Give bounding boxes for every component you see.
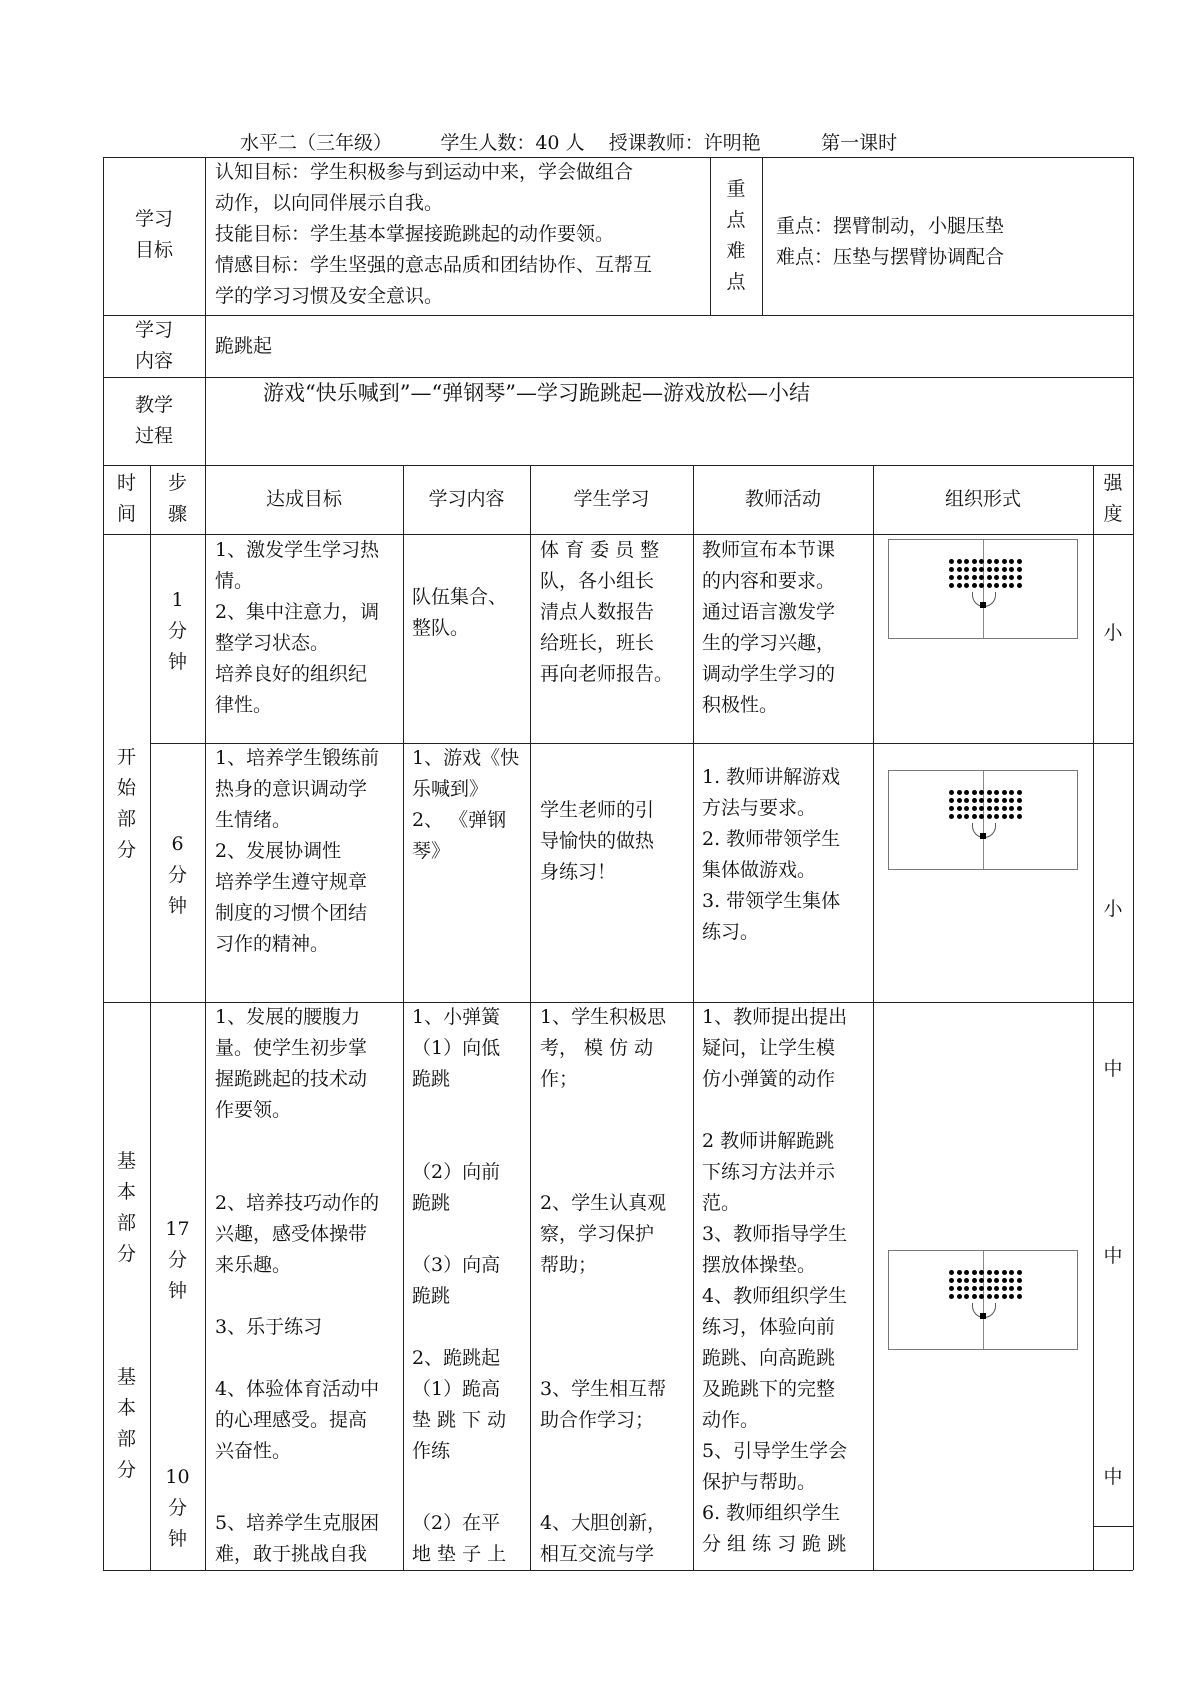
content-value: 跪跳起 — [215, 335, 273, 357]
student-dot — [964, 1294, 969, 1299]
student-dot — [994, 814, 999, 819]
row3-student-3: 3、学生相互帮 助合作学习； — [540, 1378, 667, 1431]
teacher-marker — [980, 602, 986, 608]
student-dot — [994, 1278, 999, 1283]
student-dot — [949, 567, 954, 572]
student-dot — [1017, 1294, 1022, 1299]
row1-intensity: 小 — [1103, 622, 1123, 644]
student-dot — [994, 575, 999, 580]
student-dot — [1009, 1286, 1014, 1291]
row3-content-3: （3）向高 跪跳 — [412, 1254, 501, 1307]
student-dot — [1017, 583, 1022, 588]
student-dot — [957, 583, 962, 588]
students-dots — [949, 559, 1023, 588]
process-label: 教学 过程 — [134, 394, 173, 447]
student-dot — [994, 583, 999, 588]
student-dot — [987, 806, 992, 811]
student-dot — [957, 790, 962, 795]
key-difficulty-text — [776, 211, 1004, 273]
student-dot — [949, 575, 954, 580]
student-dot — [957, 1270, 962, 1275]
student-dot — [987, 583, 992, 588]
student-dot — [972, 1294, 977, 1299]
student-dot — [972, 575, 977, 580]
student-dot — [1009, 806, 1014, 811]
header-level: 水平二（三年级） — [240, 132, 393, 154]
row3-step-a: 17 分 钟 — [165, 1218, 190, 1302]
student-dot — [957, 1278, 962, 1283]
col-student: 学生学习 — [573, 488, 650, 510]
row3-goal-5: 5、培养学生克服困 难，敢于挑战自我 — [215, 1512, 380, 1565]
row3-content-4: 2、跪跳起 （1）跪高 垫 跳 下 动 作练 — [412, 1347, 507, 1462]
student-dot — [1009, 814, 1014, 819]
student-dot — [972, 814, 977, 819]
student-dot — [979, 1286, 984, 1291]
student-dot — [972, 798, 977, 803]
student-dot — [987, 814, 992, 819]
student-dot — [972, 559, 977, 564]
student-dot — [979, 1278, 984, 1283]
student-dot — [964, 1278, 969, 1283]
student-dot — [1009, 1294, 1014, 1299]
header-students: 学生人数：40 人 — [440, 132, 585, 154]
student-dot — [964, 559, 969, 564]
student-dot — [972, 583, 977, 588]
row2-student: 学生老师的引 导愉快的做热 身练习！ — [540, 799, 655, 883]
student-dot — [964, 790, 969, 795]
col-time: 时 间 — [116, 472, 136, 525]
student-dot — [987, 1278, 992, 1283]
student-dot — [949, 559, 954, 564]
student-dot — [972, 806, 977, 811]
col-goal: 达成目标 — [265, 488, 342, 510]
objectives-label: 学习 目标 — [134, 208, 173, 261]
row2-content: 1、游戏《快 乐喊到》 2、 《弹钢 琴》 — [412, 747, 520, 862]
student-dot — [949, 798, 954, 803]
lesson-header — [240, 128, 897, 155]
student-dot — [964, 567, 969, 572]
row2-goal: 1、培养学生锻练前 热身的意识调动学 生情绪。 2、发展协调性 培养学生遵守规章 制度的习惯个团结 习作的精神。 — [215, 747, 380, 955]
row1-step: 1 分 钟 — [167, 589, 187, 673]
student-dot — [1002, 814, 1007, 819]
student-dot — [1017, 559, 1022, 564]
row3-goal-1: 1、发展的腰腹力 量。使学生初步掌 握跪跳起的技术动 作要领。 — [215, 1006, 368, 1121]
row1-content: 队伍集合、 整队。 — [412, 586, 508, 639]
row3-goal-2: 2、培养技巧动作的 兴趣，感受体操带 来乐趣。 — [215, 1192, 380, 1276]
teacher-marker — [980, 833, 986, 839]
student-dot — [979, 790, 984, 795]
student-dot — [1009, 790, 1014, 795]
student-dot — [979, 798, 984, 803]
student-dot — [979, 806, 984, 811]
student-dot — [964, 1286, 969, 1291]
row3-goal-3: 3、乐于练习 — [215, 1316, 323, 1338]
section-basic-b: 基 本 部 分 — [116, 1366, 136, 1481]
student-dot — [1017, 806, 1022, 811]
difficulty: 难点：压垫与摆臂协调配合 — [776, 246, 1005, 268]
student-dot — [949, 583, 954, 588]
student-dot — [994, 790, 999, 795]
student-dot — [1017, 790, 1022, 795]
student-dot — [1002, 559, 1007, 564]
student-dot — [994, 1286, 999, 1291]
student-dot — [972, 1270, 977, 1275]
row1-teacher: 教师宣布本节课 的内容和要求。 通过语言激发学 生的学习兴趣， 调动学生学习的 积极性。 — [702, 539, 836, 716]
col-teacher: 教师活动 — [744, 488, 821, 510]
student-dot — [1017, 567, 1022, 572]
student-dot — [972, 567, 977, 572]
student-dot — [1017, 575, 1022, 580]
objectives-text: 认知目标：学生积极参与到运动中来，学会做组合 动作，以向同伴展示自我。 技能目标：学生基本掌握接跪跳起的动作要领。 情感目标：学生坚强的意志品质和团结协作、互帮互 学的学习习惯及安全意识。 — [215, 161, 653, 307]
student-dot — [1002, 575, 1007, 580]
student-dot — [1002, 1294, 1007, 1299]
student-dot — [957, 798, 962, 803]
student-dot — [949, 806, 954, 811]
student-dot — [949, 1270, 954, 1275]
col-intensity: 强 度 — [1103, 472, 1123, 525]
formation-diagram — [888, 770, 1078, 870]
row1-student: 体 育 委 员 整 队，各小组长 清点人数报告 给班长，班长 再向老师报告。 — [540, 539, 674, 685]
student-dot — [987, 1270, 992, 1275]
student-dot — [964, 1270, 969, 1275]
student-dot — [987, 567, 992, 572]
row2-teacher: 1. 教师讲解游戏 方法与要求。 2. 教师带领学生 集体做游戏。 3. 带领学生集体 练习。 — [702, 766, 841, 943]
student-dot — [987, 790, 992, 795]
student-dot — [994, 567, 999, 572]
student-dot — [957, 1294, 962, 1299]
student-dot — [1002, 806, 1007, 811]
row3-teacher-1: 1、教师提出提出 疑问，让学生模 仿小弹簧的动作 — [702, 1006, 848, 1090]
student-dot — [1009, 1270, 1014, 1275]
student-dot — [1002, 583, 1007, 588]
student-dot — [949, 1286, 954, 1291]
student-dot — [1009, 1278, 1014, 1283]
student-dot — [987, 1294, 992, 1299]
student-dot — [979, 1270, 984, 1275]
student-dot — [979, 583, 984, 588]
student-dot — [964, 806, 969, 811]
row3-student-4: 4、大胆创新， 相互交流与学 — [540, 1512, 667, 1565]
header-teacher: 授课教师：许明艳 — [608, 132, 761, 154]
process-value: 游戏“快乐喊到”—“弹钢琴”—学习跪跳起—游戏放松—小结 — [263, 381, 810, 405]
student-dot — [1017, 1270, 1022, 1275]
student-dot — [964, 583, 969, 588]
student-dot — [979, 1294, 984, 1299]
col-content: 学习内容 — [428, 488, 505, 510]
student-dot — [994, 806, 999, 811]
student-dot — [1009, 575, 1014, 580]
student-dot — [1017, 1286, 1022, 1291]
row3-intensity-1: 中 — [1103, 1058, 1123, 1080]
row3-teacher-2: 2 教师讲解跪跳 下练习方法并示 范。 3、教师指导学生 摆放体操垫。 4、教师组织学生 练习，体验向前 跪跳、向高跪跳 及跪跳下的完整 动作。 5、引导学生学会 保护与帮助。 6. 教师组织学生 分 组 练 习 跪 跳 — [702, 1130, 848, 1555]
row3-intensity-2: 中 — [1103, 1245, 1123, 1267]
key-point: 重点：摆臂制动，小腿压垫 — [776, 215, 1005, 237]
row3-content-2: （2）向前 跪跳 — [412, 1161, 501, 1214]
student-dot — [1002, 1270, 1007, 1275]
row3-step-b: 10 分 钟 — [165, 1466, 190, 1550]
key-difficulty-label: 重 点 难 点 — [726, 178, 746, 293]
student-dot — [957, 814, 962, 819]
student-dot — [979, 575, 984, 580]
col-org: 组织形式 — [944, 488, 1021, 510]
student-dot — [964, 814, 969, 819]
row2-intensity: 小 — [1103, 898, 1123, 920]
student-dot — [994, 1294, 999, 1299]
student-dot — [949, 790, 954, 795]
row1-goal: 1、激发学生学习热 情。 2、集中注意力，调 整学习状态。 培养良好的组织纪 律性。 — [215, 539, 380, 716]
student-dot — [949, 814, 954, 819]
content-label: 学习 内容 — [134, 319, 173, 372]
student-dot — [979, 567, 984, 572]
student-dot — [987, 575, 992, 580]
row3-content-1: 1、小弹簧 （1）向低 跪跳 — [412, 1006, 501, 1090]
student-dot — [964, 798, 969, 803]
student-dot — [957, 1286, 962, 1291]
student-dot — [987, 559, 992, 564]
student-dot — [949, 1294, 954, 1299]
student-dot — [987, 798, 992, 803]
section-basic-a: 基 本 部 分 — [116, 1150, 136, 1265]
student-dot — [1002, 790, 1007, 795]
student-dot — [979, 559, 984, 564]
student-dot — [957, 575, 962, 580]
student-dot — [957, 806, 962, 811]
student-dot — [1002, 567, 1007, 572]
student-dot — [994, 798, 999, 803]
student-dot — [972, 790, 977, 795]
student-dot — [987, 1286, 992, 1291]
row3-goal-4: 4、体验体育活动中 的心理感受。提高 兴奋性。 — [215, 1378, 380, 1462]
col-step: 步 骤 — [167, 472, 187, 525]
section-start: 开 始 部 分 — [116, 746, 136, 861]
students-dots — [949, 790, 1023, 819]
row3-student-1: 1、学生积极思 考， 模 仿 动 作； — [540, 1006, 667, 1090]
teacher-marker — [980, 1313, 986, 1319]
row3-content-5: （2）在平 地 垫 子 上 — [412, 1512, 507, 1565]
student-dot — [1009, 559, 1014, 564]
student-dot — [979, 814, 984, 819]
student-dot — [1009, 567, 1014, 572]
student-dot — [964, 575, 969, 580]
row3-intensity-3: 中 — [1103, 1466, 1123, 1488]
student-dot — [949, 1278, 954, 1283]
formation-diagram — [888, 1250, 1078, 1350]
student-dot — [994, 1270, 999, 1275]
student-dot — [1017, 814, 1022, 819]
row3-student-2: 2、学生认真观 察，学习保护 帮助； — [540, 1192, 667, 1276]
students-dots — [949, 1270, 1023, 1299]
student-dot — [994, 559, 999, 564]
student-dot — [1017, 798, 1022, 803]
student-dot — [972, 1278, 977, 1283]
formation-diagram — [888, 539, 1078, 639]
student-dot — [972, 1286, 977, 1291]
row2-step: 6 分 钟 — [167, 833, 187, 917]
student-dot — [957, 559, 962, 564]
student-dot — [957, 567, 962, 572]
student-dot — [1002, 1286, 1007, 1291]
student-dot — [1017, 1278, 1022, 1283]
student-dot — [1002, 1278, 1007, 1283]
student-dot — [1009, 583, 1014, 588]
student-dot — [1009, 798, 1014, 803]
student-dot — [1002, 798, 1007, 803]
header-lesson: 第一课时 — [821, 132, 898, 154]
